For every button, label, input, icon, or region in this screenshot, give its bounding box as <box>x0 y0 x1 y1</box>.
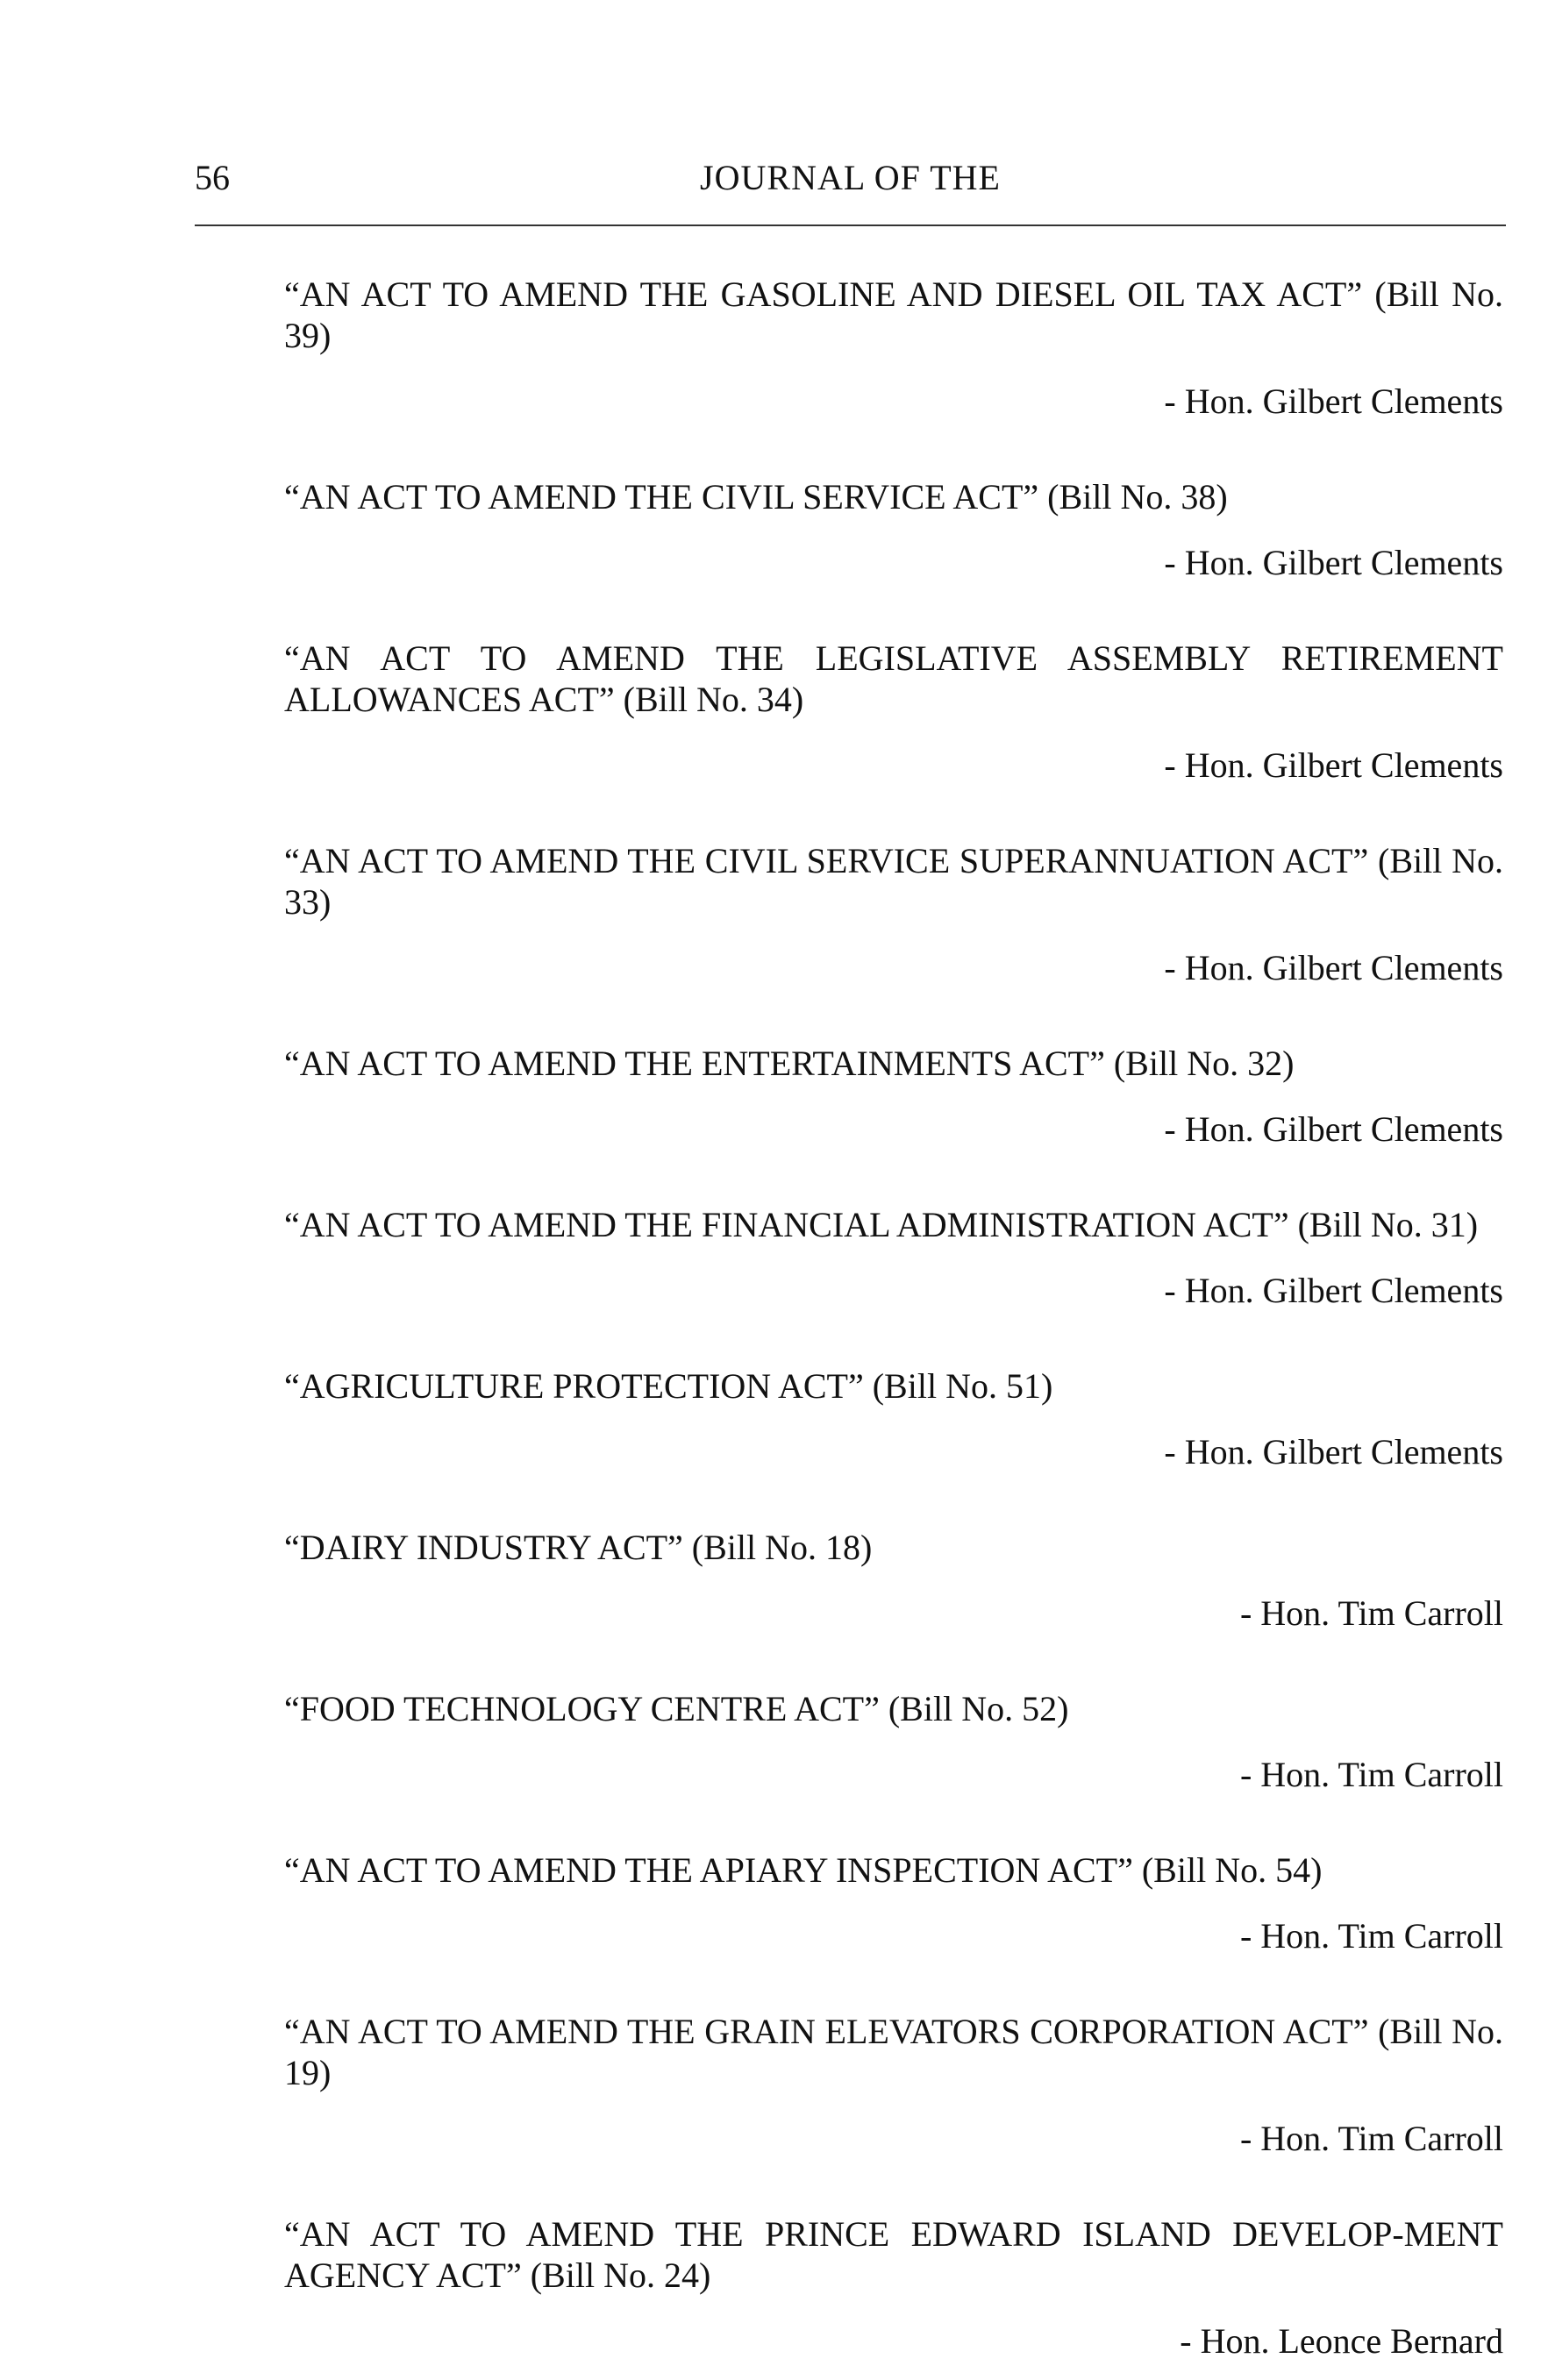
bill-entry <box>284 2011 1503 2159</box>
bill-sponsor: - Hon. Gilbert Clements <box>1164 543 1503 582</box>
bill-entry <box>284 274 1503 422</box>
bill-sponsor: - Hon. Gilbert Clements <box>1164 381 1503 421</box>
bill-entry <box>284 638 1503 786</box>
bill-list <box>284 274 1503 2362</box>
bill-entry <box>284 1043 1503 1150</box>
bill-title: “AN ACT TO AMEND THE APIARY INSPECTION ACT” (Bill No. 54) <box>284 1850 1323 1890</box>
bill-title: “AN ACT TO AMEND THE CIVIL SERVICE SUPERANNUATION ACT” (Bill No. 33) <box>284 841 1503 922</box>
bill-entry <box>284 1204 1503 1311</box>
bill-title: “AN ACT TO AMEND THE PRINCE EDWARD ISLAND DEVELOP-MENT AGENCY ACT” (Bill No. 24) <box>284 2214 1503 2295</box>
bill-entry <box>284 1365 1503 1472</box>
header-rule <box>195 224 1506 226</box>
bill-sponsor: - Hon. Leonce Bernard <box>1180 2321 1503 2361</box>
bill-title: “AN ACT TO AMEND THE CIVIL SERVICE ACT” (Bill No. 38) <box>284 477 1228 517</box>
bill-title: “AN ACT TO AMEND THE FINANCIAL ADMINISTRATION ACT” (Bill No. 31) <box>284 1205 1479 1244</box>
bill-entry <box>284 1688 1503 1795</box>
bill-sponsor: - Hon. Gilbert Clements <box>1164 1109 1503 1149</box>
bill-title: “AGRICULTURE PROTECTION ACT” (Bill No. 51) <box>284 1366 1053 1406</box>
bill-entry <box>284 2213 1503 2362</box>
bill-entry <box>284 476 1503 583</box>
bill-sponsor: - Hon. Gilbert Clements <box>1164 1271 1503 1310</box>
bill-entry <box>284 1849 1503 1956</box>
bill-sponsor: - Hon. Tim Carroll <box>1239 1755 1503 1794</box>
running-head: JOURNAL OF THE <box>700 158 1001 197</box>
bill-sponsor: - Hon. Tim Carroll <box>1239 2119 1503 2158</box>
bill-sponsor: - Hon. Gilbert Clements <box>1164 948 1503 987</box>
bill-sponsor: - Hon. Gilbert Clements <box>1164 1432 1503 1471</box>
bill-title: “DAIRY INDUSTRY ACT” (Bill No. 18) <box>284 1528 873 1567</box>
bill-entry <box>284 840 1503 988</box>
page-header <box>195 149 1506 202</box>
bill-sponsor: - Hon. Gilbert Clements <box>1164 745 1503 785</box>
bill-title: “AN ACT TO AMEND THE GRAIN ELEVATORS CORPORATION ACT” (Bill No. 19) <box>284 2012 1503 2092</box>
bill-title: “FOOD TECHNOLOGY CENTRE ACT” (Bill No. 52) <box>284 1689 1069 1728</box>
bill-sponsor: - Hon. Tim Carroll <box>1239 1593 1503 1633</box>
bill-entry <box>284 1527 1503 1634</box>
bill-title: “AN ACT TO AMEND THE LEGISLATIVE ASSEMBLY RETIREMENT ALLOWANCES ACT” (Bill No. 34) <box>284 638 1503 719</box>
page-number: 56 <box>195 158 230 197</box>
bill-title: “AN ACT TO AMEND THE GASOLINE AND DIESEL OIL TAX ACT” (Bill No. 39) <box>284 274 1503 355</box>
bill-sponsor: - Hon. Tim Carroll <box>1239 1916 1503 1956</box>
bill-title: “AN ACT TO AMEND THE ENTERTAINMENTS ACT” (Bill No. 32) <box>284 1044 1295 1083</box>
